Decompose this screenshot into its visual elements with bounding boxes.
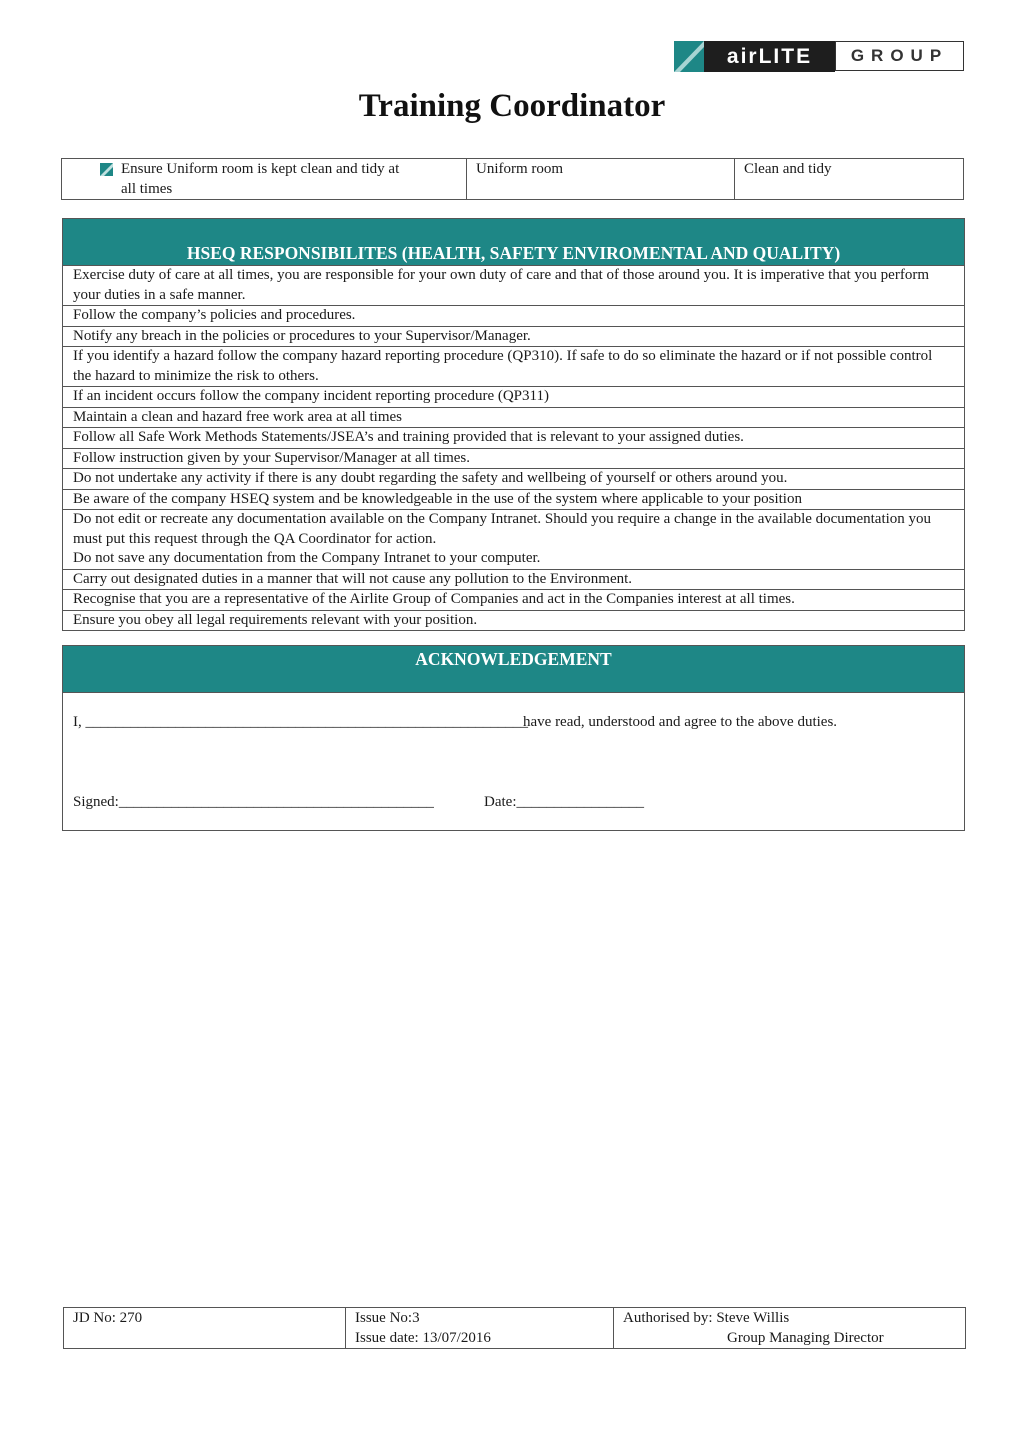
- bullet-icon: [100, 163, 113, 176]
- list-item: Be aware of the company HSEQ system and be knowledgeable in the use of the system where applicable to your position: [63, 490, 964, 511]
- issue-number: Issue No:3: [355, 1310, 420, 1326]
- list-item: Follow instruction given by your Supervisor/Manager at all times.: [63, 449, 964, 470]
- list-item: Exercise duty of care at all times, you are responsible for your own duty of care and that of those around you. It is imperative that you perform your duties in a safe manner.: [63, 266, 964, 306]
- acknowledgement-section: [62, 645, 965, 831]
- list-item: Do not undertake any activity if there is any doubt regarding the safety and wellbeing of yourself or others around you.: [63, 469, 964, 490]
- airlite-logo-mark-icon: [674, 41, 704, 72]
- duty-task: Ensure Uniform room is kept clean and tidy at all times: [121, 161, 400, 197]
- acknowledgement-heading: ACKNOWLEDGEMENT: [63, 646, 964, 693]
- signature-field[interactable]: Signed:__________________________________________: [73, 794, 434, 810]
- list-item: If you identify a hazard follow the company hazard reporting procedure (QP310). If safe to do so eliminate the hazard or if not possible control the hazard to minimize the risk to others.: [63, 347, 964, 387]
- issue-cell: [346, 1308, 614, 1349]
- authorisation-cell: [614, 1308, 966, 1349]
- jd-number: JD No: 270: [64, 1308, 346, 1349]
- authorised-role: Group Managing Director: [727, 1329, 884, 1346]
- intranet-edit-text: Do not edit or recreate any documentation available on the Company Intranet. Should you require a change in the available documentation you must put this request through the QA Coordinator for action.: [73, 511, 932, 547]
- logo-group: GROUP: [835, 41, 964, 71]
- list-item: Recognise that you are a representative of the Airlite Group of Companies and act in the Companies interest at all times.: [63, 590, 964, 611]
- intranet-save-text: Do not save any documentation from the Company Intranet to your computer.: [73, 550, 541, 566]
- hseq-heading: HSEQ RESPONSIBILITES (HEALTH, SAFETY ENVIROMENTAL AND QUALITY): [63, 219, 964, 266]
- footer-table: [63, 1307, 966, 1349]
- list-item: If an incident occurs follow the company incident reporting procedure (QP311): [63, 387, 964, 408]
- acknowledgement-statement: have read, understood and agree to the above duties.: [523, 714, 838, 730]
- duty-standard: Clean and tidy: [735, 159, 964, 200]
- list-item: Ensure you obey all legal requirements relevant with your position.: [73, 611, 478, 628]
- name-blank[interactable]: I, ___________________________________________________________: [73, 714, 528, 730]
- list-item: Follow the company’s policies and procedures.: [63, 306, 964, 327]
- date-field[interactable]: Date:_________________: [484, 794, 644, 810]
- page-title: Training Coordinator: [358, 88, 666, 124]
- list-item: Maintain a clean and hazard free work area at all times: [63, 408, 964, 429]
- table-row: [62, 159, 964, 200]
- duty-location: Uniform room: [467, 159, 735, 200]
- logo-brand: airLITE: [704, 41, 835, 72]
- issue-date: Issue date: 13/07/2016: [355, 1329, 491, 1346]
- list-item: Notify any breach in the policies or procedures to your Supervisor/Manager.: [63, 327, 964, 348]
- list-item-intranet: [63, 510, 964, 570]
- duty-task-cell: [62, 159, 467, 200]
- list-item: Follow all Safe Work Methods Statements/JSEA’s and training provided that is relevant to your assigned duties.: [63, 428, 964, 449]
- list-item: Carry out designated duties in a manner that will not cause any pollution to the Environment.: [63, 570, 964, 591]
- airlite-logo: [674, 41, 964, 72]
- table-row: [64, 1308, 966, 1349]
- authorised-by: Authorised by: Steve Willis: [623, 1310, 790, 1326]
- duties-table: [61, 158, 964, 200]
- hseq-section: [62, 218, 965, 631]
